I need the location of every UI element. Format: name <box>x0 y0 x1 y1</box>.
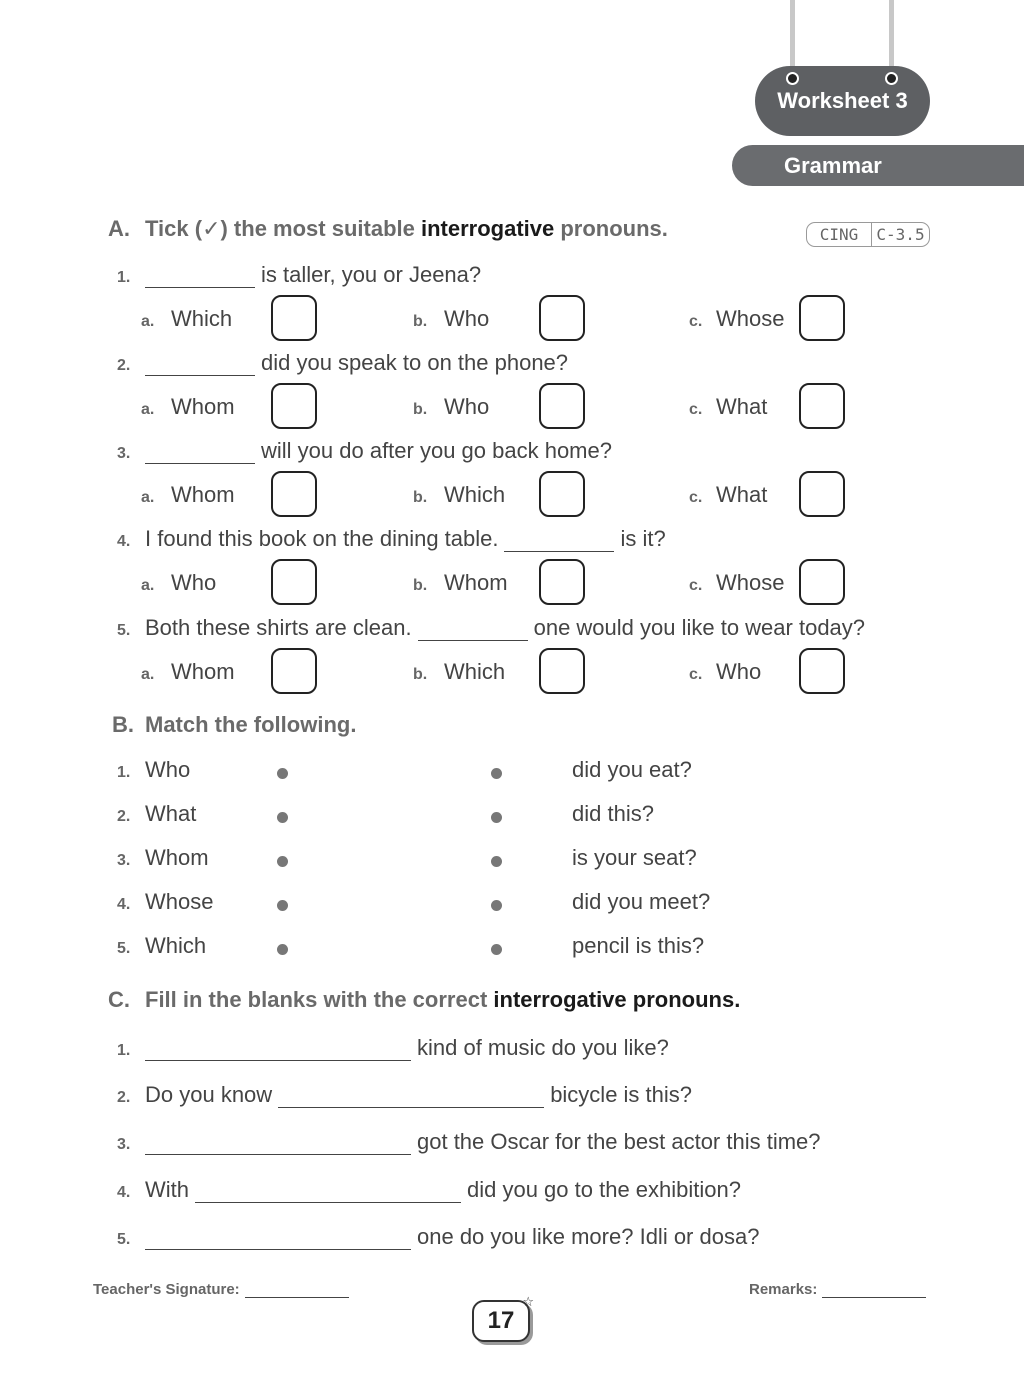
question-number: 5. <box>117 622 131 639</box>
section-c-title-post: . <box>734 987 741 1012</box>
option-letter: b. <box>413 313 428 330</box>
hanger-string-right <box>889 0 894 76</box>
option-letter: b. <box>413 666 428 683</box>
fill-blank-line[interactable] <box>145 1038 411 1061</box>
page-number: 17 <box>487 1307 515 1334</box>
fill-post-text: bicycle is this? <box>550 1082 693 1107</box>
remarks-label: Remarks: <box>749 1281 818 1298</box>
fill-sentence <box>145 1129 821 1155</box>
option-word: Who <box>716 659 762 684</box>
tick-checkbox[interactable] <box>271 648 317 694</box>
tick-checkbox[interactable] <box>539 383 585 429</box>
fill-sentence <box>145 1177 741 1203</box>
match-number: 1. <box>117 764 131 781</box>
tick-checkbox[interactable] <box>799 559 845 605</box>
question-post-text: will you do after you go back home? <box>261 438 612 463</box>
section-c-title-pre: Fill in the blanks with the correct <box>145 987 494 1012</box>
option-letter: c. <box>689 666 703 683</box>
blank-number: 5. <box>117 1231 131 1248</box>
match-left-dot[interactable] <box>277 856 288 867</box>
match-left-dot[interactable] <box>277 900 288 911</box>
match-right-phrase: did you meet? <box>572 889 711 914</box>
section-a-title-post: pronouns. <box>554 216 668 241</box>
question-number: 1. <box>117 269 131 286</box>
tick-checkbox[interactable] <box>271 383 317 429</box>
skill-code-left: CING <box>807 223 872 246</box>
remarks <box>749 1281 926 1298</box>
fill-post-text: got the Oscar for the best actor this time? <box>417 1129 821 1154</box>
question-number: 4. <box>117 533 131 550</box>
section-a-title-pre: Tick (✓) the most suitable <box>145 216 421 241</box>
tick-checkbox[interactable] <box>539 559 585 605</box>
question-pre-text: I found this book on the dining table. <box>145 526 499 551</box>
option-letter: b. <box>413 577 428 594</box>
hanger-dot-left <box>786 72 799 85</box>
fill-sentence <box>145 1224 759 1250</box>
option-word: Whose <box>716 570 785 595</box>
tick-checkbox[interactable] <box>799 648 845 694</box>
teacher-signature-label: Teacher's Signature: <box>93 1281 240 1298</box>
match-right-phrase: did you eat? <box>572 757 692 782</box>
option-letter: a. <box>141 489 155 506</box>
section-c-title-emphasis: interrogative pronouns <box>493 987 735 1012</box>
question-number: 2. <box>117 357 131 374</box>
skill-code-right: C-3.5 <box>876 225 925 244</box>
answer-blank[interactable] <box>504 529 614 552</box>
match-number: 3. <box>117 852 131 869</box>
fill-post-text: kind of music do you like? <box>417 1035 669 1060</box>
option-letter: b. <box>413 401 428 418</box>
match-right-dot[interactable] <box>491 944 502 955</box>
match-right-phrase: is your seat? <box>572 845 697 870</box>
option-letter: a. <box>141 313 155 330</box>
match-left-dot[interactable] <box>277 768 288 779</box>
option-word: Which <box>171 306 233 331</box>
star-icon: ☆ <box>522 1294 534 1309</box>
match-left-term: Whom <box>145 845 209 870</box>
option-word: Whom <box>171 482 235 507</box>
answer-blank[interactable] <box>145 441 255 464</box>
answer-blank[interactable] <box>418 618 528 641</box>
match-left-term: Which <box>145 933 207 958</box>
section-b-letter: B. <box>112 712 134 737</box>
match-left-term: Whose <box>145 889 214 914</box>
fill-pre-text: Do you know <box>145 1082 273 1107</box>
match-left-dot[interactable] <box>277 812 288 823</box>
tick-checkbox[interactable] <box>271 559 317 605</box>
question-post-text: is it? <box>620 526 666 551</box>
tick-checkbox[interactable] <box>799 295 845 341</box>
match-right-dot[interactable] <box>491 812 502 823</box>
tick-checkbox[interactable] <box>271 295 317 341</box>
option-word: Who <box>444 394 490 419</box>
question-number: 3. <box>117 445 131 462</box>
teacher-signature <box>93 1281 349 1298</box>
question-post-text: one would you like to wear today? <box>533 615 866 640</box>
page-number-badge <box>472 1294 534 1342</box>
option-letter: a. <box>141 666 155 683</box>
blank-number: 3. <box>117 1136 131 1153</box>
blank-number: 1. <box>117 1042 131 1059</box>
worksheet-label: Worksheet 3 <box>777 88 908 113</box>
answer-blank[interactable] <box>145 353 255 376</box>
match-number: 4. <box>117 896 131 913</box>
section-c-letter: C. <box>108 987 130 1012</box>
section-a-heading <box>108 216 668 242</box>
match-right-dot[interactable] <box>491 856 502 867</box>
match-left-term: Who <box>145 757 191 782</box>
match-right-phrase: pencil is this? <box>572 933 705 958</box>
fill-blank-line[interactable] <box>278 1085 544 1108</box>
fill-blank-line[interactable] <box>195 1180 461 1203</box>
option-word: What <box>716 394 768 419</box>
question-pre-text: Both these shirts are clean. <box>145 615 412 640</box>
option-letter: a. <box>141 401 155 418</box>
blank-number: 2. <box>117 1089 131 1106</box>
tick-checkbox[interactable] <box>539 471 585 517</box>
fill-pre-text: With <box>145 1177 189 1202</box>
section-c-heading <box>108 987 740 1013</box>
option-letter: b. <box>413 489 428 506</box>
subject-banner <box>732 145 1024 186</box>
fill-post-text: one do you like more? Idli or dosa? <box>417 1224 760 1249</box>
question-sentence <box>145 350 568 376</box>
match-number: 2. <box>117 808 131 825</box>
option-letter: c. <box>689 401 703 418</box>
match-left-term: What <box>145 801 197 826</box>
option-letter: c. <box>689 577 703 594</box>
tick-checkbox[interactable] <box>799 383 845 429</box>
subject-label: Grammar <box>784 152 882 178</box>
option-word: Who <box>171 570 217 595</box>
worksheet-tag <box>755 66 930 136</box>
option-word: Which <box>444 659 506 684</box>
question-sentence <box>145 438 612 464</box>
question-post-text: did you speak to on the phone? <box>261 350 569 375</box>
match-right-dot[interactable] <box>491 768 502 779</box>
section-a-title-emphasis: interrogative <box>420 216 555 241</box>
match-number: 5. <box>117 940 131 957</box>
option-word: Which <box>444 482 506 507</box>
fill-sentence <box>145 1035 669 1061</box>
blank-number: 4. <box>117 1184 131 1201</box>
option-word: What <box>716 482 768 507</box>
option-word: Whose <box>716 306 785 331</box>
fill-sentence <box>145 1082 692 1108</box>
option-letter: c. <box>689 313 703 330</box>
section-b-title: Match the following. <box>145 712 357 737</box>
tick-checkbox[interactable] <box>799 471 845 517</box>
match-left-dot[interactable] <box>277 944 288 955</box>
tick-checkbox[interactable] <box>539 648 585 694</box>
skill-code-tag <box>806 222 930 247</box>
hanger-dot-right <box>885 72 898 85</box>
tick-checkbox[interactable] <box>539 295 585 341</box>
option-letter: a. <box>141 577 155 594</box>
answer-blank[interactable] <box>145 265 255 288</box>
fill-post-text: did you go to the exhibition? <box>467 1177 741 1202</box>
tick-checkbox[interactable] <box>271 471 317 517</box>
question-sentence <box>145 262 481 288</box>
section-b-heading <box>112 712 356 738</box>
match-right-phrase: did this? <box>572 801 654 826</box>
fill-blank-line[interactable] <box>145 1132 411 1155</box>
question-sentence <box>145 526 666 552</box>
hanger-string-left <box>790 0 795 76</box>
question-post-text: is taller, you or Jeena? <box>261 262 482 287</box>
teacher-signature-line[interactable] <box>245 1283 349 1298</box>
option-word: Who <box>444 306 490 331</box>
match-right-dot[interactable] <box>491 900 502 911</box>
section-a-letter: A. <box>108 216 130 241</box>
option-word: Whom <box>171 394 235 419</box>
option-word: Whom <box>444 570 508 595</box>
question-sentence <box>145 615 865 641</box>
remarks-line[interactable] <box>822 1283 926 1298</box>
option-word: Whom <box>171 659 235 684</box>
option-letter: c. <box>689 489 703 506</box>
fill-blank-line[interactable] <box>145 1227 411 1250</box>
